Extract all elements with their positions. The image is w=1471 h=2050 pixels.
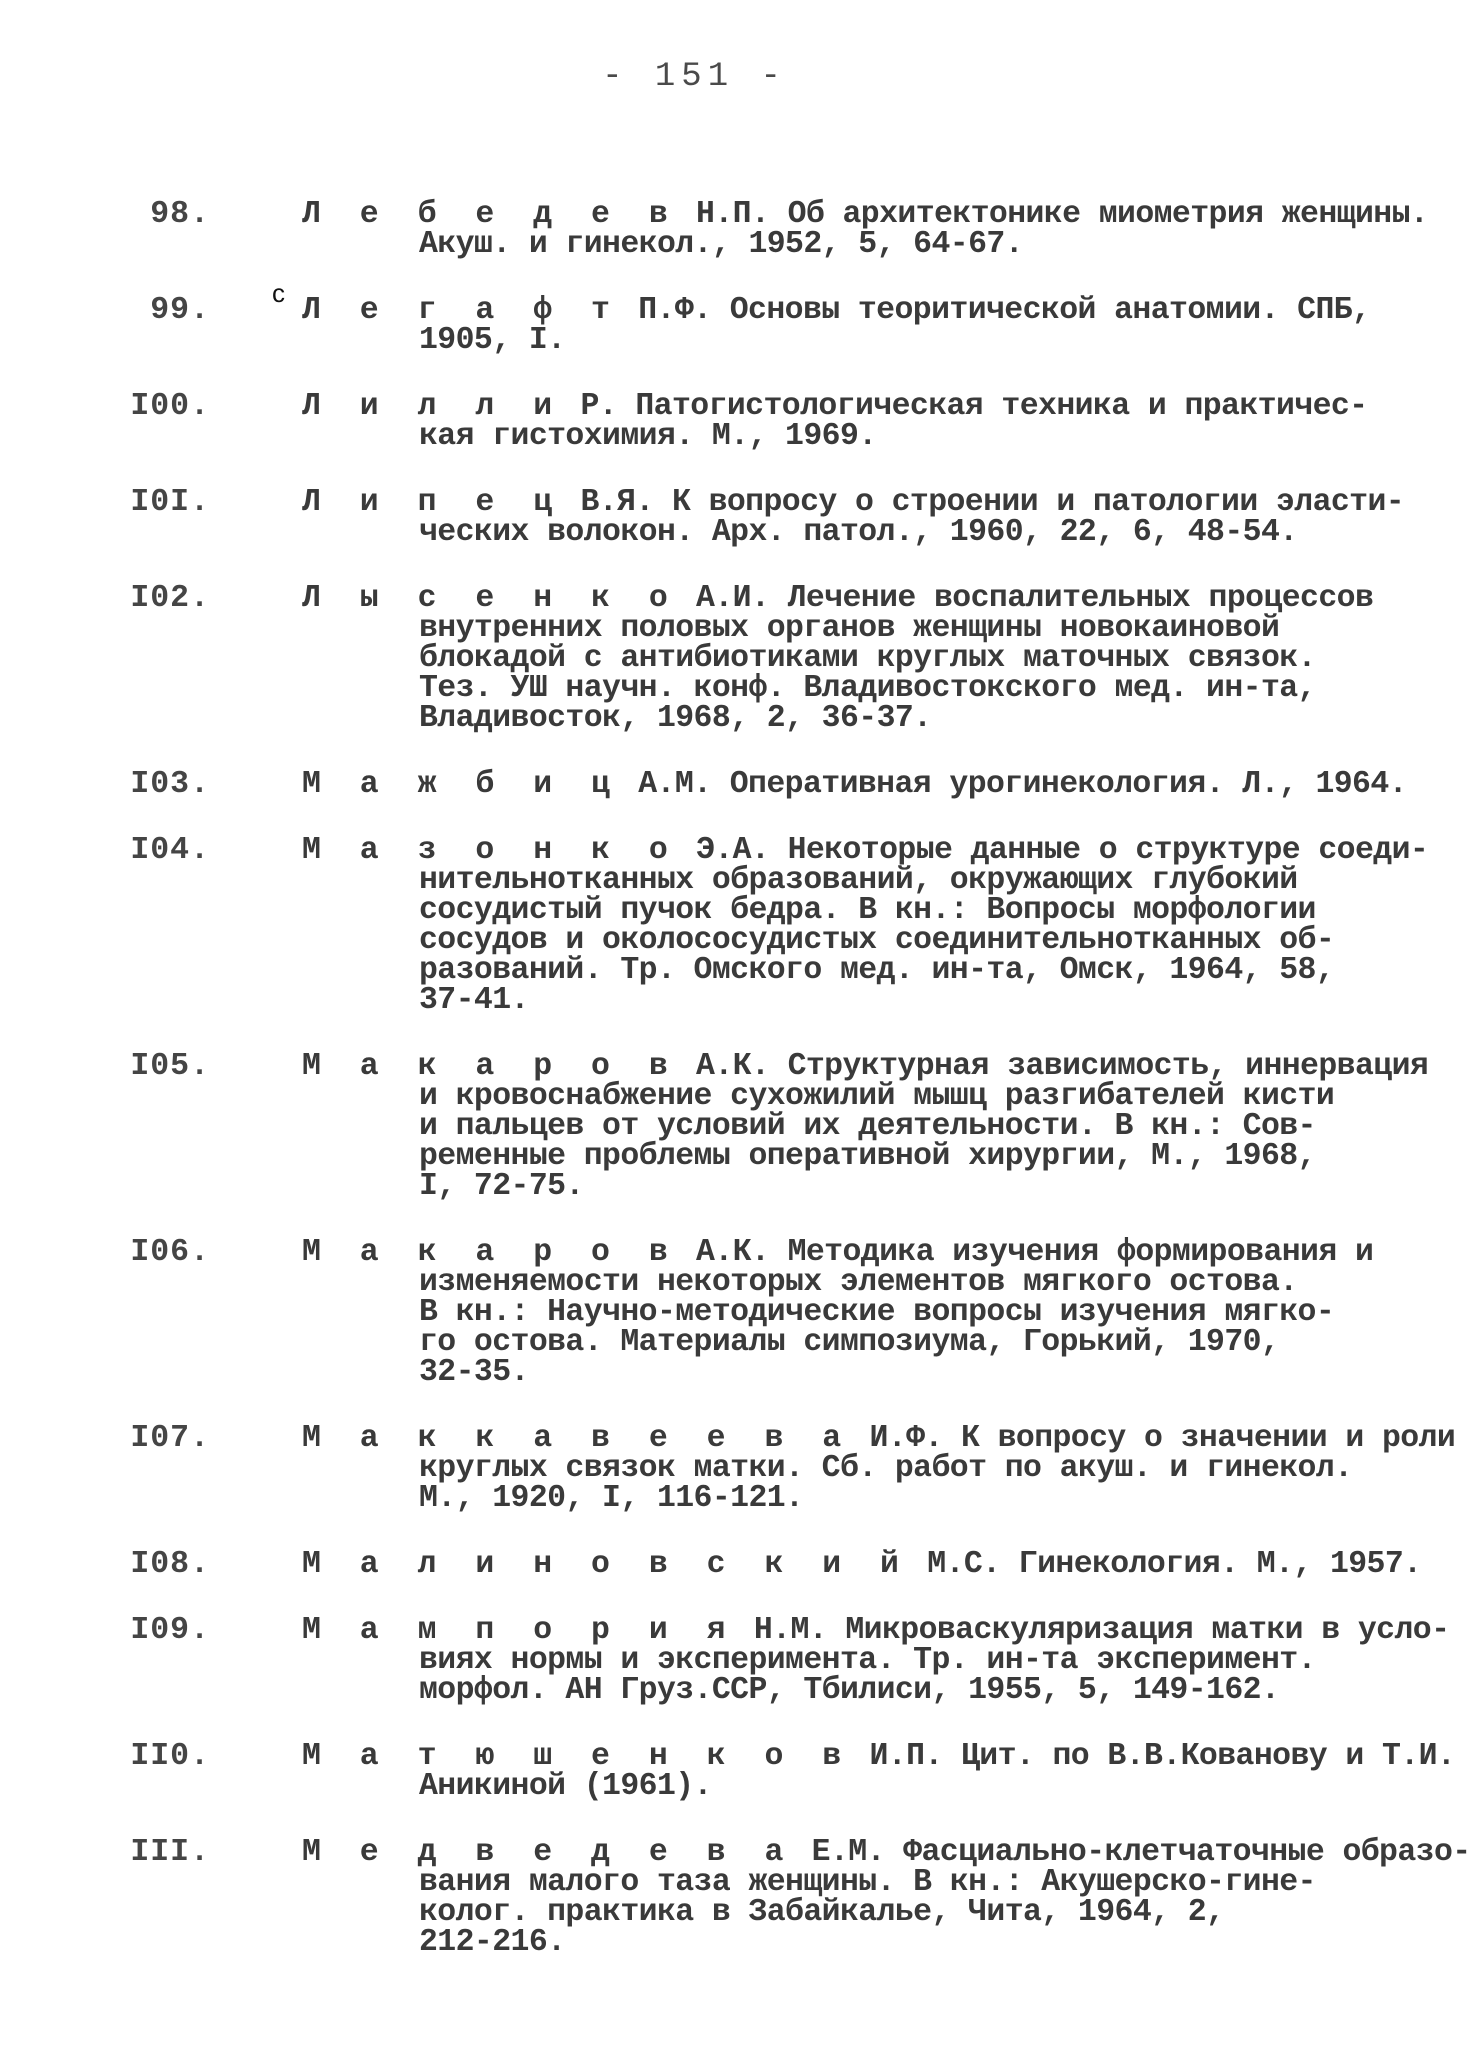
- entry-continuation-line: блокадой с антибиотиками круглых маточных связок.: [419, 641, 1316, 676]
- entry-first-line: [302, 1235, 1374, 1270]
- entry-continuation-line: сосудистый пучок бедра. В кн.: Вопросы морфологии: [419, 893, 1316, 928]
- entry-continuation-line: В кн.: Научно-методические вопросы изучения мягко-: [419, 1295, 1335, 1330]
- entry-author: М а м п о р и я: [302, 1613, 736, 1648]
- entry-continuation-line: морфол. АН Груз.ССР, Тбилиси, 1955, 5, 149-162.: [419, 1673, 1280, 1708]
- entry-continuation-line: изменяемости некоторых элементов мягкого остова.: [419, 1265, 1298, 1300]
- entry-author: М е д в е д е в а: [302, 1835, 794, 1870]
- entry-title-start: А.И. Лечение воспалительных процессов: [677, 581, 1374, 616]
- entry-text: [210, 389, 1368, 454]
- entry-continuation-line: I, 72-75.: [419, 1169, 584, 1204]
- entry-title-start: Р. Патогистологическая техника и практичес-: [562, 389, 1368, 424]
- entry-first-line: [302, 485, 1405, 520]
- entry-continuation-line: внутренних половых органов женщины новокаиновой: [419, 611, 1280, 646]
- entry-continuation-line: го остова. Материалы симпозиума, Горький, 1970,: [419, 1325, 1280, 1360]
- entry-continuation-line: сосудов и околососудистых соединительнотканных об-: [419, 923, 1335, 958]
- entry-continuation-line: вания малого таза женщины. В кн.: Акушерско-гине-: [419, 1865, 1316, 1900]
- entry-text: [210, 1049, 1429, 1204]
- bibliography-entry: [95, 1835, 1471, 1960]
- entry-first-line: [302, 1421, 1456, 1456]
- page-number: - 151 -: [602, 58, 787, 96]
- entry-first-line: [302, 197, 1429, 232]
- bibliography-entry: [95, 389, 1368, 454]
- entry-first-line: [302, 293, 1371, 328]
- entry-text: [210, 581, 1374, 736]
- entry-number: II0.: [130, 1739, 210, 1774]
- entry-continuation-line: и кровоснабжение сухожилий мышц разгибателей кисти: [419, 1079, 1335, 1114]
- entry-continuation-line: 32-35.: [419, 1355, 529, 1390]
- entry-number: 98.: [150, 197, 210, 232]
- entry-title-start: И.П. Цит. по В.В.Кованову и Т.И.: [851, 1739, 1456, 1774]
- entry-first-line: [302, 581, 1374, 616]
- entry-text: [210, 1547, 1422, 1582]
- entry-text: [210, 293, 1371, 358]
- entry-first-line: [302, 1547, 1422, 1582]
- entry-continuation-line: Акуш. и гинекол., 1952, 5, 64-67.: [419, 227, 1024, 262]
- entry-title-start: Е.М. Фасциально-клетчаточные образо-: [793, 1835, 1471, 1870]
- entry-text: [210, 1421, 1456, 1516]
- entry-number: I04.: [130, 833, 210, 868]
- bibliography-entry: [95, 581, 1374, 736]
- entry-continuation-line: Аникиной (1961).: [419, 1769, 712, 1804]
- entry-continuation-line: М., 1920, I, 116-121.: [419, 1481, 804, 1516]
- entry-continuation-line: Владивосток, 1968, 2, 36-37.: [419, 701, 932, 736]
- entry-number: I09.: [130, 1613, 210, 1648]
- entry-number: I02.: [130, 581, 210, 616]
- bibliography-entry: [95, 197, 1429, 262]
- bibliography-entry: [95, 833, 1429, 1018]
- entry-author: М а з о н к о: [302, 833, 678, 868]
- bibliography-entry: [95, 1547, 1422, 1582]
- entry-number: III.: [130, 1835, 210, 1870]
- entry-continuation-line: 37-41.: [419, 983, 529, 1018]
- entry-number: I05.: [130, 1049, 210, 1084]
- entry-title-start: И.Ф. К вопросу о значении и роли: [851, 1421, 1456, 1456]
- entry-number: I0I.: [130, 485, 210, 520]
- entry-author: М а к а р о в: [302, 1235, 678, 1270]
- entry-author: Л ы с е н к о: [302, 581, 678, 616]
- entry-title-start: А.М. Оперативная урогинекология. Л., 1964.: [619, 767, 1407, 802]
- entry-continuation-line: 1905, I.: [419, 323, 566, 358]
- entry-continuation-line: ременные проблемы оперативной хирургии, М., 1968,: [419, 1139, 1316, 1174]
- bibliography-entry: [95, 293, 1371, 358]
- entry-author: М а к а р о в: [302, 1049, 678, 1084]
- entry-first-line: [302, 1739, 1456, 1774]
- entry-continuation-line: виях нормы и эксперимента. Тр. ин-та эксперимент.: [419, 1643, 1316, 1678]
- entry-first-line: [302, 833, 1429, 868]
- entry-first-line: [302, 1049, 1429, 1084]
- entry-number: I08.: [130, 1547, 210, 1582]
- entry-first-line: [302, 1613, 1450, 1648]
- entry-author: Л и л л и: [302, 389, 563, 424]
- entry-title-start: Н.П. Об архитектонике миометрия женщины.: [677, 197, 1429, 232]
- bibliography-entry: [95, 1739, 1456, 1804]
- entry-author: М а к к а в е е в а: [302, 1421, 852, 1456]
- entry-number: I07.: [130, 1421, 210, 1456]
- entry-number: I03.: [130, 767, 210, 802]
- bibliography-list: [95, 197, 1471, 1994]
- entry-text: [210, 485, 1405, 550]
- entry-author: Л и п е ц: [302, 485, 563, 520]
- entry-title-start: Э.А. Некоторые данные о структуре соеди-: [677, 833, 1429, 868]
- entry-title-start: Н.М. Микроваскуляризация матки в усло-: [735, 1613, 1450, 1648]
- entry-title-start: П.Ф. Основы теоритической анатомии. СПБ,: [619, 293, 1371, 328]
- entry-first-line: [302, 389, 1368, 424]
- entry-text: [210, 833, 1429, 1018]
- bibliography-entry: [95, 1049, 1429, 1204]
- bibliography-entry: [95, 485, 1405, 550]
- entry-text: [210, 1835, 1471, 1960]
- bibliography-entry: [95, 1613, 1450, 1708]
- handwritten-correction: с: [272, 278, 285, 308]
- entry-text: [210, 197, 1429, 262]
- entry-continuation-line: и пальцев от условий их деятельности. В кн.: Сов-: [419, 1109, 1316, 1144]
- entry-continuation-line: круглых связок матки. Сб. работ по акуш. и гинекол.: [419, 1451, 1353, 1486]
- entry-title-start: М.С. Гинекология. М., 1957.: [908, 1547, 1422, 1582]
- bibliography-entry: [95, 1421, 1456, 1516]
- entry-continuation-line: 212-216.: [419, 1925, 566, 1960]
- entry-number: I00.: [130, 389, 210, 424]
- entry-text: [210, 1739, 1456, 1804]
- entry-title-start: А.К. Структурная зависимость, иннервация: [677, 1049, 1429, 1084]
- entry-author: Л е б е д е в: [302, 197, 678, 232]
- entry-text: [210, 1235, 1374, 1390]
- entry-text: [210, 767, 1407, 802]
- entry-title-start: В.Я. К вопросу о строении и патологии эласти-: [562, 485, 1405, 520]
- bibliography-entry: [95, 1235, 1374, 1390]
- entry-continuation-line: нительнотканных образований, окружающих глубокий: [419, 863, 1298, 898]
- entry-text: [210, 1613, 1450, 1708]
- entry-continuation-line: разований. Тр. Омского мед. ин-та, Омск, 1964, 58,: [419, 953, 1335, 988]
- bibliography-entry: [95, 767, 1407, 802]
- entry-first-line: [302, 1835, 1471, 1870]
- entry-number: 99.: [150, 293, 210, 328]
- entry-title-start: А.К. Методика изучения формирования и: [677, 1235, 1374, 1270]
- entry-author: М а ж б и ц: [302, 767, 620, 802]
- entry-first-line: [302, 767, 1407, 802]
- entry-continuation-line: кая гистохимия. М., 1969.: [419, 419, 877, 454]
- entry-continuation-line: Тез. УШ научн. конф. Владивостокского мед. ин-та,: [419, 671, 1316, 706]
- entry-author: М а т ю ш е н к о в: [302, 1739, 852, 1774]
- entry-author: Л е г а ф т: [302, 293, 620, 328]
- entry-number: I06.: [130, 1235, 210, 1270]
- entry-author: М а л и н о в с к и й: [302, 1547, 909, 1582]
- entry-continuation-line: ческих волокон. Арх. патол., 1960, 22, 6, 48-54.: [419, 515, 1298, 550]
- entry-continuation-line: колог. практика в Забайкалье, Чита, 1964, 2,: [419, 1895, 1225, 1930]
